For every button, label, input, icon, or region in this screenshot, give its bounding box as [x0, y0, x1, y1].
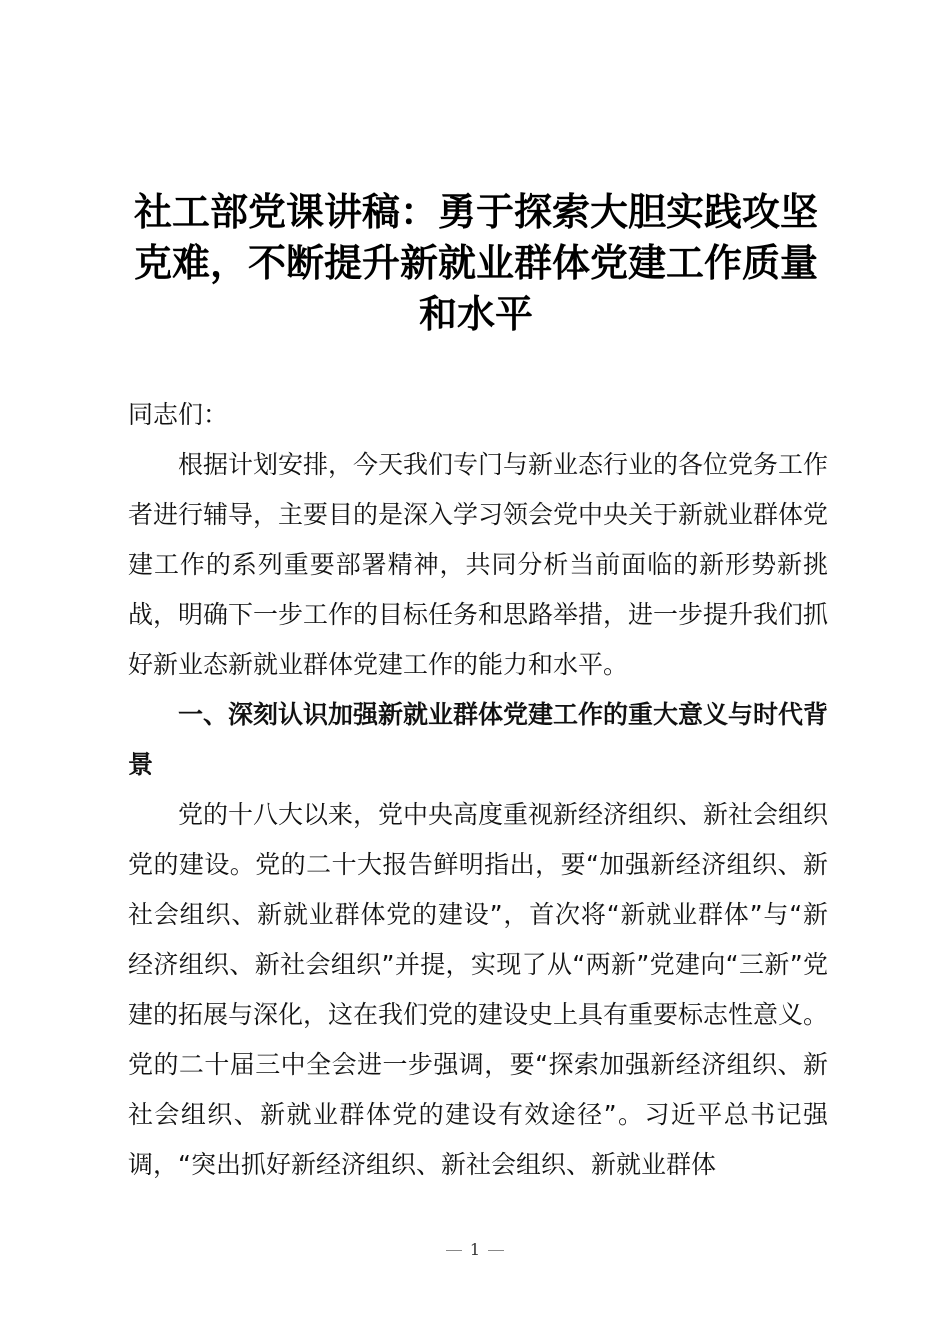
- page-footer: [0, 1240, 950, 1259]
- footer-dash-right: [488, 1250, 504, 1251]
- document-body: [128, 390, 828, 1190]
- section-heading: 一、深刻认识加强新就业群体党建工作的重大意义与时代背景: [128, 700, 829, 779]
- page-number: 1: [469, 1240, 481, 1259]
- footer-dash-left: [446, 1250, 462, 1251]
- intro-paragraph: 根据计划安排，今天我们专门与新业态行业的各位党务工作者进行辅导，主要目的是深入学习领会党中央关于新就业群体党建工作的系列重要部署精神，共同分析当前面临的新形势新挑战，明确下一步工作的目标任务和思路举措，进一步提升我们抓好新业态新就业群体党建工作的能力和水平。: [128, 450, 829, 679]
- salutation: 同志们：: [128, 400, 229, 429]
- document-title: 社工部党课讲稿：勇于探索大胆实践攻坚克难，不断提升新就业群体党建工作质量和水平: [133, 189, 818, 336]
- section-paragraph: 党的十八大以来，党中央高度重视新经济组织、新社会组织党的建设。党的二十大报告鲜明指出，要“加强新经济组织、新社会组织、新就业群体党的建设”，首次将“新就业群体”与“新经济组织、新社会组织”并提，实现了从“两新”党建向“三新”党建的拓展与深化，这在我们党的建设史上具有重要标志性意义。党的二十届三中全会进一步强调，要“探索加强新经济组织、新社会组织、新就业群体党的建设有效途径”。习近平总书记强调，“突出抓好新经济组织、新社会组织、新就业群体: [128, 800, 829, 1179]
